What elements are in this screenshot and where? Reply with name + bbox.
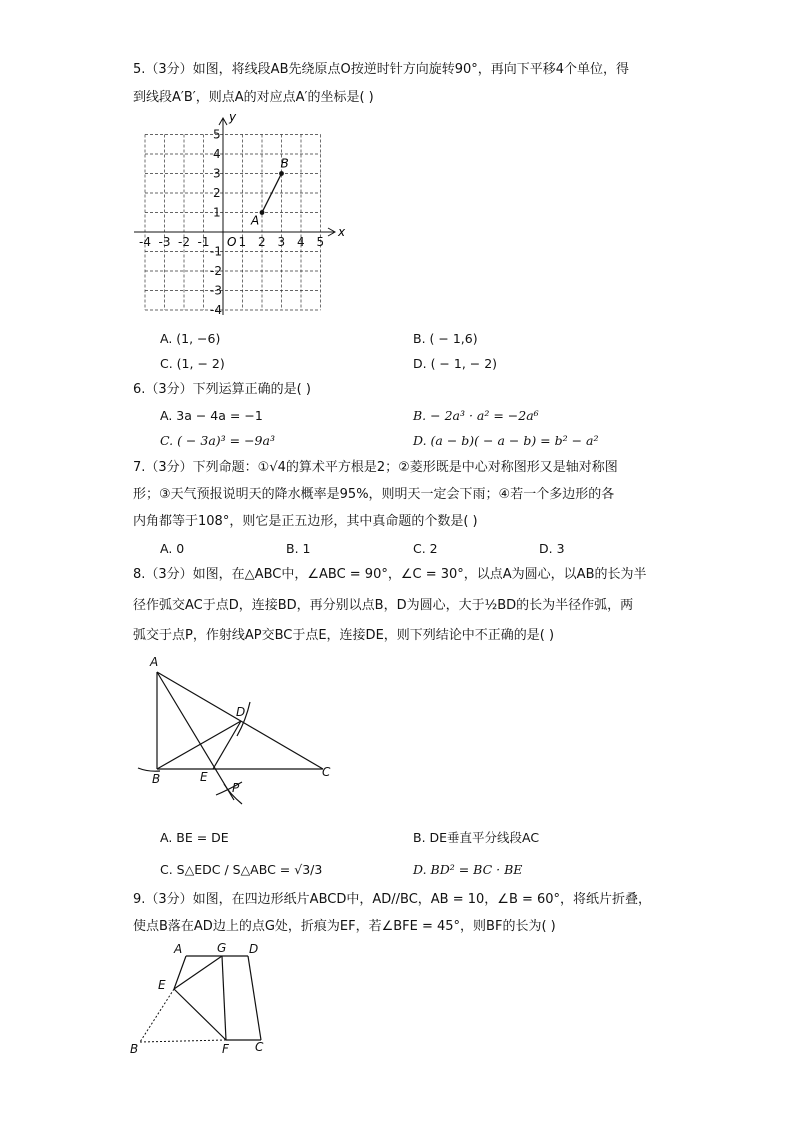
- q5-segment-ab: [262, 174, 282, 213]
- q8-label-b: B: [152, 772, 161, 786]
- q5-x-tick-label: -4: [139, 235, 151, 249]
- q9-label-a: A: [174, 942, 183, 956]
- q5-stem-line1: 5.（3分）如图，将线段AB先绕原点O按逆时针方向旋转90°，再向下平移4个单位，得: [133, 62, 630, 77]
- q5-x-axis-label: x: [338, 225, 346, 239]
- q9-side-ae: [174, 956, 186, 989]
- q5-y-tick-label: 2: [213, 186, 221, 200]
- q6-option-a: A. 3a − 4a = −1: [160, 408, 263, 423]
- q5-option-a: A. (1, −6): [160, 331, 221, 346]
- q9-segment-gf: [222, 956, 226, 1040]
- q5-x-tick-label: 1: [238, 235, 247, 249]
- q6-stem: 6.（3分）下列运算正确的是( ): [133, 382, 311, 397]
- q5-y-tick-label: 1: [213, 205, 221, 220]
- q8-label-a: A: [150, 655, 159, 669]
- q5-point-a-label: A: [251, 213, 260, 228]
- q5-y-axis-label: y: [229, 110, 237, 124]
- q7-stem-line2: 形；③天气预报说明天的降水概率是95%，则明天一定会下雨；④若一个多边形的各: [133, 487, 615, 502]
- q9-stem-line2: 使点B落在AD边上的点G处，折痕为EF，若∠BFE = 45°，则BF的长为( ): [133, 919, 556, 934]
- q9-label-c: C: [255, 1040, 264, 1054]
- q7-stem-line1: 7.（3分）下列命题：①√4的算术平方根是2；②菱形既是中心对称图形又是轴对称图: [133, 460, 618, 475]
- q5-x-tick-label: -1: [197, 235, 210, 249]
- q5-y-tick-label: 5: [213, 127, 221, 142]
- q5-grid-lines: [145, 135, 321, 311]
- q9-quadrilateral-figure: [128, 940, 278, 1058]
- q8-triangle-figure: [130, 650, 350, 810]
- q5-stem-line2: 到线段A′B′，则点A的对应点A′的坐标是( ): [133, 90, 374, 105]
- q5-y-tick-label: 4: [213, 147, 221, 161]
- q8-label-c: C: [322, 765, 331, 779]
- q7-stem-line3: 内角都等于108°，则它是正五边形，其中真命题的个数是( ): [133, 514, 478, 529]
- q5-x-tick-label: -2: [178, 235, 190, 249]
- q5-y-tick-label: 3: [213, 166, 221, 181]
- q7-option-d: D. 3: [539, 541, 565, 556]
- q5-origin-label: O: [227, 235, 237, 249]
- q5-option-d: D. ( − 1, − 2): [413, 356, 498, 371]
- q5-x-tick-label: 3: [277, 235, 286, 249]
- q9-label-e: E: [158, 978, 166, 992]
- q7-option-b: B. 1: [286, 541, 311, 556]
- q8-label-p: P: [232, 781, 240, 795]
- q5-x-tick-label: -3: [158, 235, 171, 249]
- q9-label-b: B: [130, 1042, 139, 1056]
- q8-option-c: C. S△EDC / S△ABC = √3/3: [160, 862, 323, 877]
- q9-segment-eg: [174, 956, 222, 989]
- q9-side-dc: [248, 956, 261, 1040]
- q5-x-tick-label: 2: [258, 235, 266, 249]
- q9-dotted-eb: [140, 989, 174, 1042]
- q7-option-a: A. 0: [160, 541, 185, 556]
- q7-option-c: C. 2: [413, 541, 438, 556]
- q6-option-b: B. − 2a³ · a² = −2a⁶: [413, 408, 539, 423]
- q8-option-b: B. DE垂直平分线段AC: [413, 830, 540, 845]
- q9-crease-ef: [174, 989, 226, 1040]
- q5-option-b: B. ( − 1,6): [413, 331, 478, 346]
- q5-point-b: [279, 171, 284, 176]
- q8-label-e: E: [200, 770, 208, 784]
- q8-stem-line2: 径作弧交AC于点D，连接BD，再分别以点B，D为圆心，大于½BD的长为半径作弧，两: [133, 598, 634, 613]
- q9-label-g: G: [217, 941, 227, 955]
- q9-stem-line1: 9.（3分）如图，在四边形纸片ABCD中，AD//BC，AB = 10，∠B = 60°，将纸片折叠，: [133, 892, 652, 907]
- q6-option-d: D. (a − b)( − a − b) = b² − a²: [413, 433, 599, 448]
- q8-stem-line3: 弧交于点P，作射线AP交BC于点E，连接DE，则下列结论中不正确的是( ): [133, 628, 555, 643]
- q5-x-tick-label: 5: [316, 235, 325, 249]
- q6-option-c: C. ( − 3a)³ = −9a³: [160, 433, 275, 448]
- q9-dotted-bf: [140, 1040, 226, 1042]
- q5-y-tick-label: -1: [210, 244, 222, 259]
- q5-y-tick-label: -2: [210, 264, 222, 278]
- q8-option-a: A. BE = DE: [160, 830, 229, 845]
- q8-segment-de: [213, 721, 241, 769]
- q5-point-b-label: B: [280, 156, 289, 171]
- q5-y-tick-label: -4: [210, 303, 222, 317]
- q9-label-d: D: [249, 942, 259, 956]
- q5-y-tick-label: -3: [210, 283, 222, 298]
- q5-axes: [134, 118, 335, 315]
- q9-label-f: F: [222, 1042, 229, 1056]
- q8-stem-line1: 8.（3分）如图，在△ABC中，∠ABC = 90°，∠C = 30°，以点A为圆心，以AB的长为半: [133, 567, 647, 582]
- q8-label-d: D: [236, 705, 246, 719]
- q8-option-d: D. BD² = BC · BE: [413, 862, 523, 877]
- q5-tick-labels: [139, 128, 324, 318]
- q5-coordinate-grid-figure: [130, 110, 350, 325]
- q8-segment-bd: [157, 721, 241, 769]
- q5-x-tick-label: 4: [297, 235, 305, 249]
- q5-option-c: C. (1, − 2): [160, 356, 225, 371]
- q8-ray-ap: [157, 672, 234, 800]
- q5-point-a: [260, 210, 265, 215]
